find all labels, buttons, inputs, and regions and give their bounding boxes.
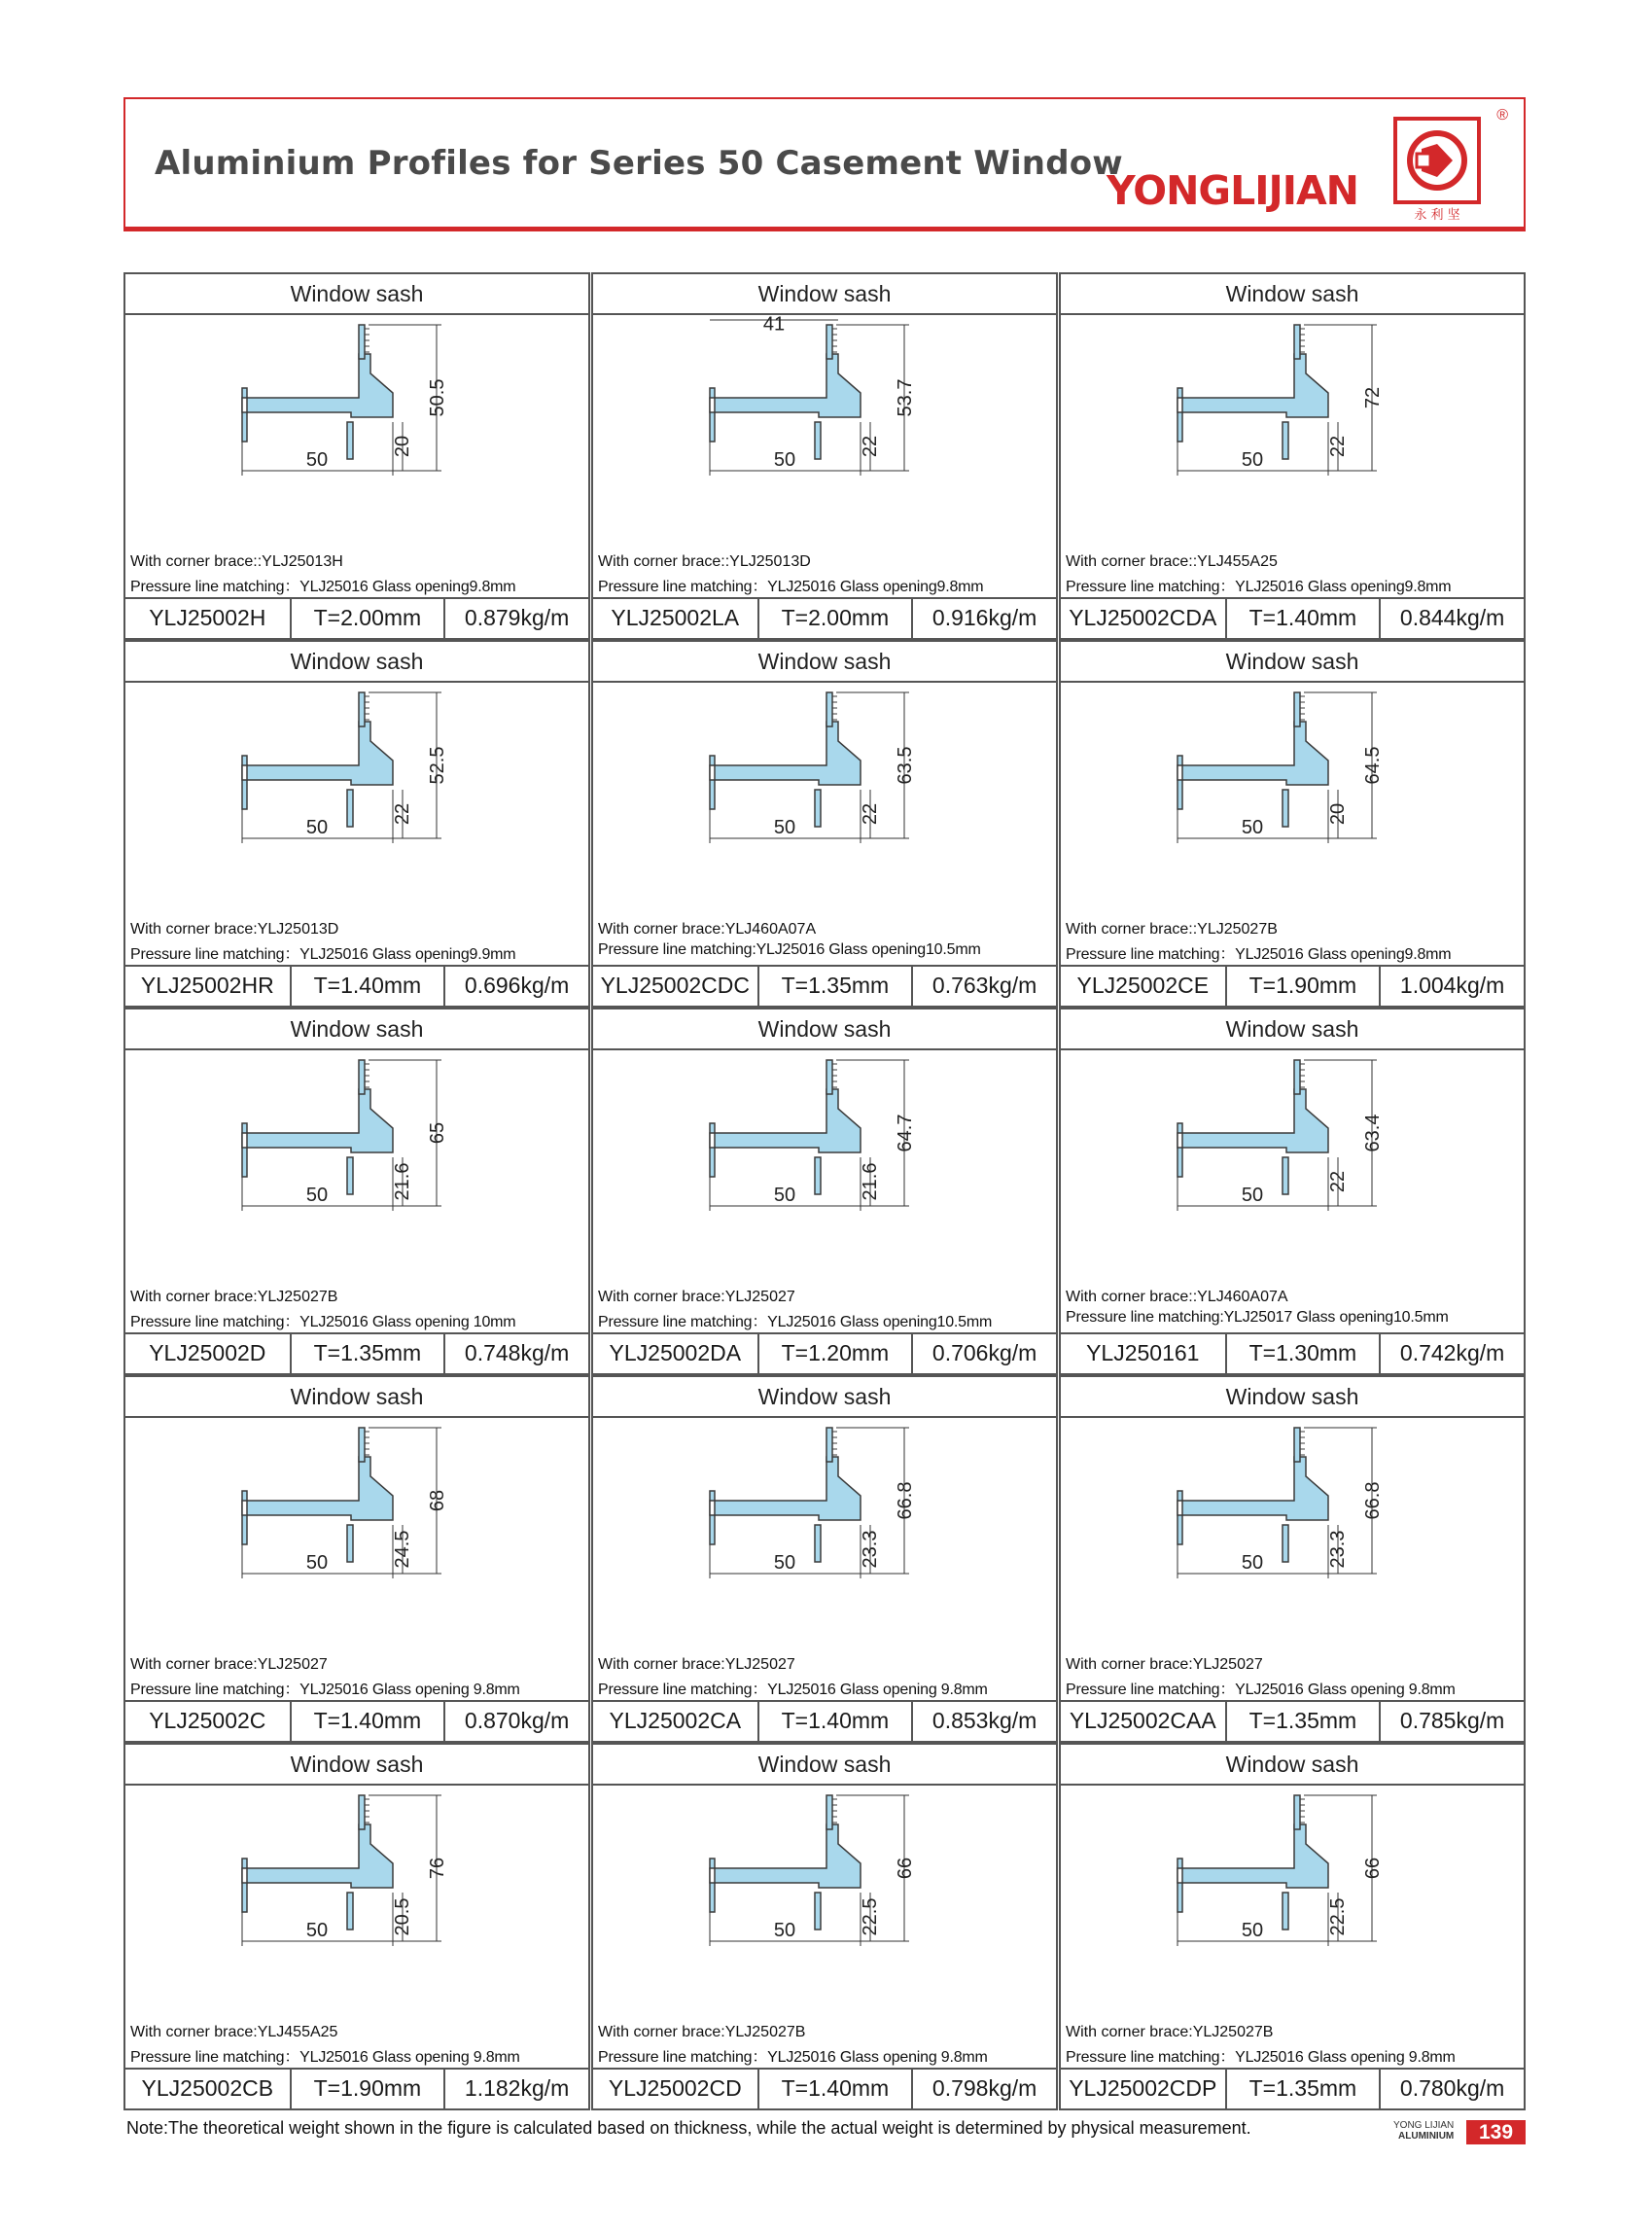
profile-thickness: T=1.35mm (1227, 1702, 1382, 1741)
profile-row (123, 1743, 1526, 2110)
pressure-line-text: Pressure line matching：YLJ25016 Glass opening 9.8mm (130, 2049, 520, 2066)
footer-category: ALUMINIUM (1398, 2131, 1455, 2142)
profile-code: YLJ25002D (125, 1334, 292, 1373)
profile-title: Window sash (593, 274, 1056, 315)
pressure-line-text: Pressure line matching：YLJ25016 Glass opening9.8mm (598, 579, 984, 595)
profile-drawing (125, 1050, 588, 1264)
profile-section-shape (242, 325, 393, 459)
profile-weight: 0.853kg/m (931, 1708, 1037, 1733)
width-dimension-label: 50 (773, 449, 796, 471)
profile-drawing (1061, 1786, 1524, 2000)
height-dimension-label: 64.5 (1362, 746, 1384, 785)
lip-dimension-label: 22 (860, 802, 881, 826)
profile-drawing (125, 315, 588, 529)
height-dimension-label: 63.5 (895, 746, 916, 785)
profile-drawing (125, 1418, 588, 1632)
lip-dimension-label: 23.3 (1327, 1530, 1349, 1569)
lip-dimension-label: 20 (392, 435, 413, 458)
profile-weight: 1.182kg/m (464, 2075, 570, 2101)
profile-weight: 0.844kg/m (1399, 605, 1505, 630)
lip-dimension-label: 22 (392, 802, 413, 826)
profile-weight: 0.696kg/m (464, 973, 570, 998)
profile-code: YLJ25002CDA (1061, 599, 1227, 638)
profile-code: YLJ25002CB (125, 2070, 292, 2108)
profile-code: YLJ25002CDC (593, 967, 759, 1006)
height-dimension-label: 72 (1362, 386, 1384, 409)
width-dimension-label: 50 (1241, 449, 1264, 471)
height-dimension-label: 66.8 (1362, 1481, 1384, 1520)
width-dimension-label: 50 (773, 1920, 796, 1941)
profile-section-shape (710, 1795, 861, 1930)
width-dimension-label: 50 (1241, 1552, 1264, 1574)
profile-card (1059, 640, 1526, 1008)
corner-brace-text: With corner brace:YLJ25027B (1066, 2024, 1274, 2040)
profile-card (123, 640, 590, 1008)
pressure-line-text: Pressure line matching：YLJ25016 Glass opening9.9mm (130, 946, 516, 963)
width-dimension-label: 50 (305, 1552, 329, 1574)
profile-title: Window sash (125, 274, 588, 315)
profile-code: YLJ25002CA (593, 1702, 759, 1741)
profile-card (123, 1743, 590, 2110)
spec-row (1061, 1700, 1524, 1741)
spec-row (1061, 1332, 1524, 1373)
width-dimension-label: 50 (1241, 1920, 1264, 1941)
spec-row (125, 597, 588, 638)
height-dimension-label: 52.5 (427, 746, 448, 785)
profile-section-shape (242, 692, 393, 827)
spec-row (125, 2068, 588, 2108)
height-dimension-label: 53.7 (895, 378, 916, 417)
spec-row (1061, 2068, 1524, 2108)
corner-brace-text: With corner brace:YLJ25027B (598, 2024, 806, 2040)
profile-title: Window sash (125, 1377, 588, 1418)
lip-dimension-label: 21.6 (392, 1162, 413, 1201)
profile-drawing (593, 683, 1056, 897)
profile-weight: 0.870kg/m (464, 1708, 570, 1733)
profile-title: Window sash (1061, 642, 1524, 683)
profile-title: Window sash (1061, 1377, 1524, 1418)
profile-weight: 0.780kg/m (1399, 2075, 1505, 2101)
corner-brace-text: With corner brace:YLJ460A07A (598, 921, 817, 938)
profile-thickness: T=1.90mm (292, 2070, 446, 2108)
page-title: Aluminium Profiles for Series 50 Casement Window (155, 144, 1123, 183)
profile-card (123, 1375, 590, 1743)
profile-section-shape (1177, 325, 1328, 459)
profile-weight: 1.004kg/m (1399, 973, 1505, 998)
profile-weight: 0.879kg/m (464, 605, 570, 630)
footer-brand-name: YONG LIJIAN (1393, 2120, 1455, 2131)
profile-section-shape (710, 1060, 861, 1194)
height-dimension-label: 65 (427, 1121, 448, 1145)
height-dimension-label: 63.4 (1362, 1114, 1384, 1152)
lip-dimension-label: 20 (1327, 802, 1349, 826)
page-number: 139 (1466, 2120, 1526, 2144)
profile-code: YLJ25002CDP (1061, 2070, 1227, 2108)
profile-section-shape (710, 692, 861, 827)
width-dimension-label: 50 (305, 1185, 329, 1206)
profile-drawing (125, 1786, 588, 2000)
profile-card (591, 1743, 1058, 2110)
profile-card (591, 640, 1058, 1008)
profile-thickness: T=1.40mm (1227, 599, 1382, 638)
profile-code: YLJ250161 (1061, 1334, 1227, 1373)
corner-brace-text: With corner brace::YLJ25013D (598, 553, 811, 570)
height-dimension-label: 50.5 (427, 378, 448, 417)
profile-drawing (1061, 1050, 1524, 1264)
profile-code: YLJ25002DA (593, 1334, 759, 1373)
width-dimension-label: 50 (1241, 817, 1264, 838)
profile-drawing (593, 1786, 1056, 2000)
profiles-grid (123, 272, 1526, 2110)
width-dimension-label: 50 (305, 449, 329, 471)
lip-dimension-label: 22.5 (860, 1897, 881, 1936)
profile-weight: 0.742kg/m (1399, 1340, 1505, 1365)
width-dimension-label: 50 (1241, 1185, 1264, 1206)
spec-row (593, 2068, 1056, 2108)
page-header (123, 97, 1526, 231)
pressure-line-text: Pressure line matching：YLJ25016 Glass opening 9.8mm (130, 1682, 520, 1698)
width-dimension-label: 50 (305, 817, 329, 838)
pressure-line-text: Pressure line matching:YLJ25017 Glass opening10.5mm (1066, 1309, 1449, 1326)
profile-weight: 0.748kg/m (464, 1340, 570, 1365)
profile-weight: 0.706kg/m (931, 1340, 1037, 1365)
lip-dimension-label: 22.5 (1327, 1897, 1349, 1936)
profile-section-shape (710, 325, 861, 459)
profile-code: YLJ25002CAA (1061, 1702, 1227, 1741)
profile-section-shape (1177, 1428, 1328, 1562)
profile-drawing (125, 683, 588, 897)
profile-weight: 0.785kg/m (1399, 1708, 1505, 1733)
profile-code: YLJ25002LA (593, 599, 759, 638)
profile-section-shape (1177, 692, 1328, 827)
profile-title: Window sash (125, 642, 588, 683)
profile-title: Window sash (593, 642, 1056, 683)
spec-row (125, 965, 588, 1006)
corner-brace-text: With corner brace::YLJ455A25 (1066, 553, 1278, 570)
pressure-line-text: Pressure line matching：YLJ25016 Glass opening 9.8mm (598, 2049, 988, 2066)
pressure-line-text: Pressure line matching：YLJ25016 Glass opening10.5mm (598, 1314, 993, 1330)
profile-section-shape (1177, 1060, 1328, 1194)
height-dimension-label: 66 (895, 1857, 916, 1880)
profile-drawing (593, 1050, 1056, 1264)
profile-thickness: T=1.35mm (759, 967, 914, 1006)
height-dimension-label: 66 (1362, 1857, 1384, 1880)
profile-row (123, 272, 1526, 640)
pressure-line-text: Pressure line matching：YLJ25016 Glass opening 9.8mm (1066, 1682, 1456, 1698)
brand-cn-text: 永 利 坚 (1414, 208, 1460, 223)
profile-title: Window sash (1061, 274, 1524, 315)
profile-code: YLJ25002HR (125, 967, 292, 1006)
height-dimension-label: 66.8 (895, 1481, 916, 1520)
spec-row (1061, 597, 1524, 638)
profile-card (1059, 1743, 1526, 2110)
spec-row (593, 597, 1056, 638)
pressure-line-text: Pressure line matching：YLJ25016 Glass opening9.8mm (1066, 579, 1452, 595)
profile-weight: 0.916kg/m (931, 605, 1037, 630)
profile-title: Window sash (593, 1745, 1056, 1786)
brand-name: YONGLIJIAN (1107, 167, 1358, 214)
profile-thickness: T=1.40mm (292, 1702, 446, 1741)
corner-brace-text: With corner brace:YLJ25027 (598, 1656, 795, 1673)
profile-card (1059, 1008, 1526, 1375)
pressure-line-text: Pressure line matching：YLJ25016 Glass opening 10mm (130, 1314, 516, 1330)
profile-thickness: T=2.00mm (292, 599, 446, 638)
corner-brace-text: With corner brace:YLJ455A25 (130, 2024, 338, 2040)
profile-card (591, 272, 1058, 640)
lip-dimension-label: 20.5 (392, 1897, 413, 1936)
profile-section-shape (1177, 1795, 1328, 1930)
profile-thickness: T=1.40mm (759, 2070, 914, 2108)
profile-code: YLJ25002CD (593, 2070, 759, 2108)
profile-section-shape (242, 1060, 393, 1194)
footer-note: Note:The theoretical weight shown in the figure is calculated based on thickness, while the actual weight is determined by physical measurement. (126, 2118, 1251, 2138)
corner-brace-text: With corner brace:YLJ25027B (130, 1289, 338, 1305)
lip-dimension-label: 21.6 (860, 1162, 881, 1201)
corner-brace-text: With corner brace::YLJ460A07A (1066, 1289, 1288, 1305)
profile-thickness: T=1.20mm (759, 1334, 914, 1373)
height-dimension-label: 64.7 (895, 1114, 916, 1152)
height-dimension-label: 68 (427, 1489, 448, 1512)
pressure-line-text: Pressure line matching:YLJ25016 Glass opening10.5mm (598, 941, 981, 958)
width-dimension-label: 50 (773, 1185, 796, 1206)
corner-brace-text: With corner brace:YLJ25027 (598, 1289, 795, 1305)
profile-title: Window sash (593, 1377, 1056, 1418)
profile-thickness: T=1.35mm (292, 1334, 446, 1373)
width-dimension-label: 50 (773, 1552, 796, 1574)
profile-section-shape (242, 1428, 393, 1562)
profile-thickness: T=1.90mm (1227, 967, 1382, 1006)
profile-title: Window sash (125, 1009, 588, 1050)
spec-row (593, 1332, 1056, 1373)
pressure-line-text: Pressure line matching：YLJ25016 Glass opening9.8mm (130, 579, 516, 595)
profile-card (123, 1008, 590, 1375)
profile-row (123, 1008, 1526, 1375)
corner-brace-text: With corner brace:YLJ25027 (130, 1656, 328, 1673)
spec-row (125, 1332, 588, 1373)
profile-title: Window sash (125, 1745, 588, 1786)
pressure-line-text: Pressure line matching：YLJ25016 Glass opening 9.8mm (1066, 2049, 1456, 2066)
lip-dimension-label: 22 (1327, 1170, 1349, 1193)
lip-dimension-label: 24.5 (392, 1530, 413, 1569)
profile-title: Window sash (1061, 1745, 1524, 1786)
profile-card (123, 272, 590, 640)
top-dimension-label: 41 (762, 315, 786, 336)
profile-card (591, 1008, 1058, 1375)
profile-code: YLJ25002CE (1061, 967, 1227, 1006)
corner-brace-text: With corner brace::YLJ25013H (130, 553, 343, 570)
profile-thickness: T=1.35mm (1227, 2070, 1382, 2108)
profile-drawing (1061, 315, 1524, 529)
footer-brand (1393, 2120, 1454, 2142)
corner-brace-text: With corner brace:YLJ25013D (130, 921, 339, 938)
profile-drawing (593, 315, 1056, 529)
profile-title: Window sash (593, 1009, 1056, 1050)
pressure-line-text: Pressure line matching：YLJ25016 Glass opening 9.8mm (598, 1682, 988, 1698)
registered-mark: ® (1496, 107, 1508, 124)
lip-dimension-label: 23.3 (860, 1530, 881, 1569)
width-dimension-label: 50 (305, 1920, 329, 1941)
profile-drawing (1061, 683, 1524, 897)
profile-row (123, 1375, 1526, 1743)
width-dimension-label: 50 (773, 817, 796, 838)
profile-section-shape (242, 1795, 393, 1930)
profile-section-shape (710, 1428, 861, 1562)
lip-dimension-label: 22 (860, 435, 881, 458)
spec-row (125, 1700, 588, 1741)
profile-weight: 0.763kg/m (931, 973, 1037, 998)
height-dimension-label: 76 (427, 1857, 448, 1880)
profile-thickness: T=1.30mm (1227, 1334, 1382, 1373)
profile-code: YLJ25002C (125, 1702, 292, 1741)
profile-thickness: T=2.00mm (759, 599, 914, 638)
profile-weight: 0.798kg/m (931, 2075, 1037, 2101)
brand-logo-icon (1388, 115, 1489, 224)
spec-row (593, 965, 1056, 1006)
profile-row (123, 640, 1526, 1008)
lip-dimension-label: 22 (1327, 435, 1349, 458)
profile-code: YLJ25002H (125, 599, 292, 638)
corner-brace-text: With corner brace::YLJ25027B (1066, 921, 1278, 938)
profile-drawing (1061, 1418, 1524, 1632)
spec-row (593, 1700, 1056, 1741)
corner-brace-text: With corner brace:YLJ25027 (1066, 1656, 1263, 1673)
profile-drawing (593, 1418, 1056, 1632)
spec-row (1061, 965, 1524, 1006)
pressure-line-text: Pressure line matching：YLJ25016 Glass opening9.8mm (1066, 946, 1452, 963)
profile-thickness: T=1.40mm (292, 967, 446, 1006)
profile-title: Window sash (1061, 1009, 1524, 1050)
profile-card (591, 1375, 1058, 1743)
profile-thickness: T=1.40mm (759, 1702, 914, 1741)
profile-card (1059, 272, 1526, 640)
profile-card (1059, 1375, 1526, 1743)
